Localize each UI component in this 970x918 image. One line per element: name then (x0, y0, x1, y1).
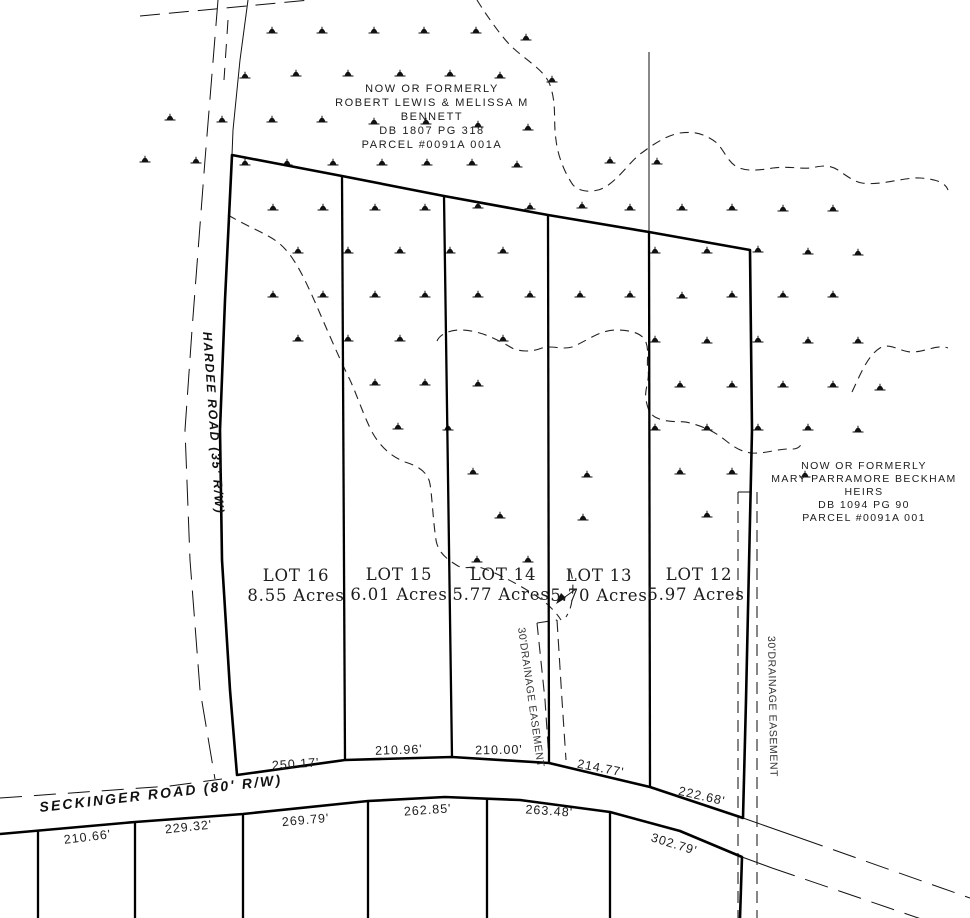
tree-symbol (650, 247, 661, 253)
lot12-name: LOT 12 (665, 565, 733, 584)
tree-symbol (605, 157, 616, 163)
tree-symbol (828, 205, 839, 211)
tree-symbol (753, 336, 764, 342)
tree-symbol (473, 291, 484, 297)
lot15-acres: 6.01 Acres (350, 585, 448, 604)
tree-symbol (317, 27, 328, 33)
tree-symbol (853, 426, 864, 432)
tree-symbol (395, 70, 406, 76)
tree-symbol (495, 72, 506, 78)
lot12-acres: 5.97 Acres (647, 585, 745, 604)
bennett-line2: ROBERT LEWIS & MELISSA M (335, 97, 529, 109)
tree-symbol (393, 423, 404, 429)
tree-symbol (445, 247, 456, 253)
tree-symbol (420, 291, 431, 297)
tree-symbol (727, 468, 738, 474)
owner-block-beckham (771, 460, 956, 524)
south-lot-lines (0, 797, 742, 918)
tree-symbol (420, 204, 431, 210)
tree-symbol (498, 247, 509, 253)
tree-symbol (512, 161, 523, 167)
frontage-south-1: 210.66' (63, 827, 113, 847)
tree-symbol (293, 335, 304, 341)
tree-symbol (803, 248, 814, 254)
tree-symbol (523, 124, 534, 130)
tree-symbol (343, 335, 354, 341)
tree-symbol (291, 70, 302, 76)
tree-symbol (240, 159, 251, 165)
beckham-line2: MARY PARRAMORE BECKHAM (771, 473, 957, 485)
stream-contours (228, 0, 948, 620)
bennett-line1: NOW OR FORMERLY (365, 83, 499, 95)
tree-symbol (495, 512, 506, 518)
tree-symbol (753, 424, 764, 430)
tree-symbol (268, 204, 279, 210)
lot-labels (247, 565, 744, 605)
tree-symbol (377, 159, 388, 165)
tree-symbol (472, 556, 483, 562)
frontage-south-2: 229.32' (164, 817, 213, 837)
tree-symbol (343, 247, 354, 253)
tree-symbol (625, 291, 636, 297)
seckinger-road-label: SECKINGER ROAD (80' R/W) (38, 771, 284, 815)
bennett-line3: BENNETT (400, 111, 464, 123)
tree-symbol (370, 379, 381, 385)
drainage-easement-lines (537, 492, 757, 918)
tree-symbol (521, 34, 532, 40)
lot13-name: LOT 13 (565, 566, 633, 585)
tree-symbol (778, 205, 789, 211)
tree-symbol (473, 380, 484, 386)
beckham-line4: DB 1094 PG 90 (818, 499, 910, 511)
tree-symbol (422, 159, 433, 165)
tree-symbol (140, 156, 151, 162)
tree-symbol (317, 116, 328, 122)
tree-symbol (727, 291, 738, 297)
parcel-boundary (220, 155, 752, 818)
tree-symbol (702, 511, 713, 517)
lot15-name: LOT 15 (365, 565, 433, 584)
bennett-line5: PARCEL #0091A 001A (361, 139, 503, 151)
tree-symbol (853, 249, 864, 255)
lot13-acres: 5.70 Acres (550, 586, 648, 605)
tree-symbol (370, 291, 381, 297)
tree-symbol (525, 203, 536, 209)
tree-symbol (328, 159, 339, 165)
owner-block-bennett (335, 83, 529, 151)
tree-symbol (677, 204, 688, 210)
tree-symbol (267, 116, 278, 122)
tree-symbol (575, 291, 586, 297)
tree-symbol (217, 116, 228, 122)
tree-symbol (525, 291, 536, 297)
frontage-north-2: 210.96' (374, 742, 423, 758)
tree-symbol (652, 158, 663, 164)
tree-symbol (165, 114, 176, 120)
tree-symbol (240, 72, 251, 78)
drainage-easement-label-left: 30'DRAINAGE EASEMENT (515, 626, 547, 769)
tree-symbol (445, 70, 456, 76)
tree-symbol (395, 247, 406, 253)
hardee-road-label: HARDEE ROAD (35' R/W) (200, 331, 227, 515)
tree-symbol (702, 337, 713, 343)
lot14-acres: 5.77 Acres (452, 585, 550, 604)
bennett-line4: DB 1807 PG 318 (379, 125, 485, 137)
tree-symbol (702, 247, 713, 253)
frontage-north-1: 250.17' (271, 755, 320, 773)
tree-symbol (343, 70, 354, 76)
lot16-name: LOT 16 (262, 566, 330, 585)
tree-symbol (625, 204, 636, 210)
tree-symbol (778, 381, 789, 387)
tree-symbol (370, 204, 381, 210)
tree-symbol (578, 514, 589, 520)
tree-symbol (875, 384, 886, 390)
lot-division-lines (342, 176, 650, 787)
tree-symbol (268, 291, 279, 297)
tree-symbol (778, 291, 789, 297)
tree-symbol (577, 202, 588, 208)
tree-symbol (677, 292, 688, 298)
frontage-south-6: 302.79' (649, 830, 699, 858)
beckham-line5: PARCEL #0091A 001 (802, 512, 926, 524)
lot14-name: LOT 14 (469, 565, 537, 584)
frontage-north-3: 210.00' (474, 742, 523, 758)
frontage-north-4: 214.77' (576, 756, 626, 780)
tree-symbol (369, 118, 380, 124)
frontage-south-3: 269.79' (281, 810, 330, 830)
frontage-south-5: 263.48' (525, 802, 574, 820)
tree-symbol (853, 337, 864, 343)
lot16-acres: 8.55 Acres (247, 586, 345, 605)
tree-symbol (582, 471, 593, 477)
tree-symbol (650, 336, 661, 342)
tree-symbol (753, 246, 764, 252)
tree-symbol (419, 27, 430, 33)
tree-symbol (675, 468, 686, 474)
tree-symbol (650, 424, 661, 430)
tree-symbol (395, 335, 406, 341)
tree-symbol (828, 291, 839, 297)
tree-symbol (498, 335, 509, 341)
tree-symbol (675, 381, 686, 387)
tree-symbol (828, 381, 839, 387)
tree-symbol (803, 337, 814, 343)
tree-symbol (293, 247, 304, 253)
drainage-easement-label-right: 30'DRAINAGE EASEMENT (765, 635, 780, 778)
tree-symbol (369, 27, 380, 33)
hardee-road-lines (140, 0, 310, 779)
tree-symbol (468, 468, 479, 474)
tree-symbol (318, 291, 329, 297)
tree-symbol (420, 379, 431, 385)
tree-symbol (727, 204, 738, 210)
tree-symbol (267, 27, 278, 33)
tree-symbol (803, 424, 814, 430)
frontage-south-4: 262.85' (403, 801, 452, 819)
tree-symbol (727, 381, 738, 387)
tree-symbol (471, 27, 482, 33)
tree-symbol (191, 157, 202, 163)
beckham-line1: NOW OR FORMERLY (801, 460, 927, 472)
tree-symbol (318, 204, 329, 210)
frontage-north-5: 222.68' (677, 783, 727, 809)
tree-symbol (467, 159, 478, 165)
tree-symbol (523, 556, 534, 562)
road-continuation-lines (742, 818, 970, 918)
beckham-line3: HEIRS (844, 486, 884, 498)
